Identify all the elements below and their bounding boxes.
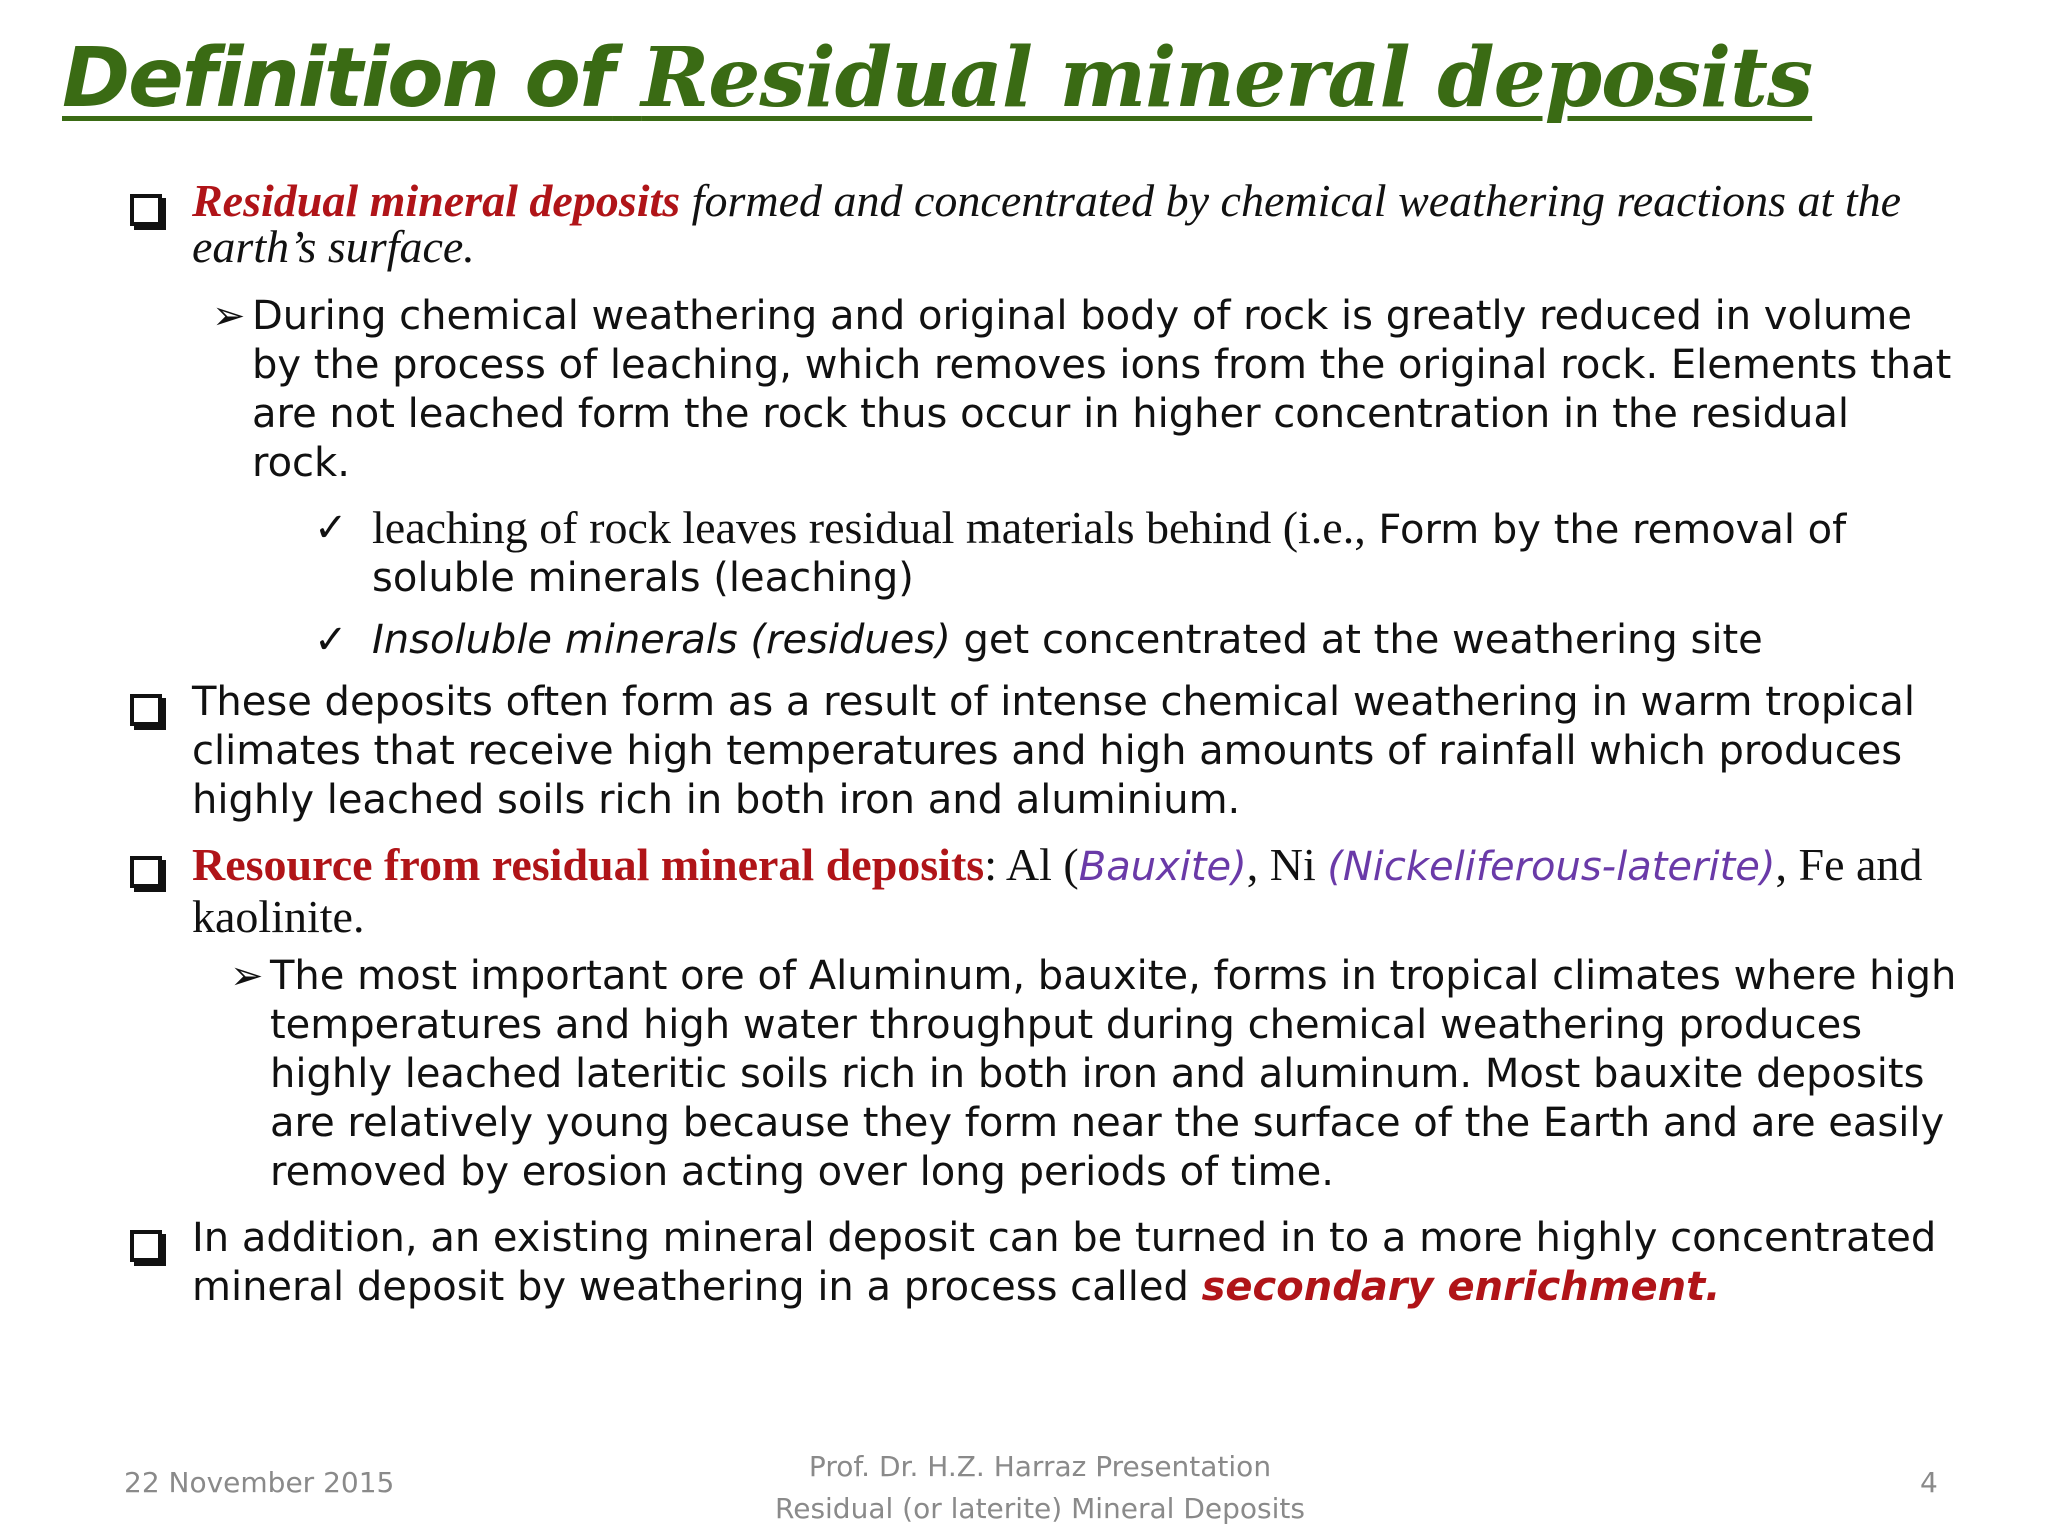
sub-bullet-2-text: The most important ore of Aluminum, bauxite, forms in tropical climates where high temperatures and high water throughput during chemical weathering produces highly leached lateritic soils rich in both iron and aluminum. Most bauxite deposits are relatively young because they form near the surface of the Earth and are easily removed by erosion acting over long periods of time. xyxy=(270,953,1957,1195)
check-1-sans: Form by the removal of soluble minerals (leaching) xyxy=(372,507,1847,601)
title-part-1: Definition of xyxy=(62,31,613,126)
footer-line-2: Residual (or laterite) Mineral Deposits xyxy=(775,1492,1305,1525)
page-number: 4 xyxy=(1920,1466,1938,1499)
checkbox-bullet-icon xyxy=(130,1214,162,1274)
sub-bullet-bauxite xyxy=(230,952,1960,1197)
bullet-3-tail: , Fe and kaolinite. xyxy=(192,839,1923,942)
footer-date: 22 November 2015 xyxy=(124,1466,395,1499)
checkbox-bullet-icon xyxy=(130,178,162,234)
secondary-enrichment-term: secondary enrichment. xyxy=(1201,1264,1721,1310)
checkmark-icon: ✓ xyxy=(314,505,348,551)
bullet-residual-definition xyxy=(192,175,1952,272)
bullet-3-ni: , Ni xyxy=(1246,839,1328,890)
check-item-leaching xyxy=(314,502,1972,602)
arrow-bullet-icon: ➢ xyxy=(212,293,246,339)
footer-center xyxy=(700,1446,1380,1530)
sub-bullet-1-text: During chemical weathering and original body of rock is greatly reduced in volume by the process of leaching, which removes ions from the original rock. Elements that are not leached form the rock thus occur in higher concentration in the residual rock. xyxy=(252,293,1952,486)
check-1-serif: leaching of rock leaves residual materials behind (i.e., xyxy=(372,502,1366,553)
checkmark-icon: ✓ xyxy=(314,617,348,663)
bullet-2-text: These deposits often form as a result of intense chemical weathering in warm tropical climates that receive high temperatures and high amounts of rainfall which produces highly leached soils rich in both iron and aluminium. xyxy=(192,679,1916,823)
bauxite-label: Bauxite) xyxy=(1078,844,1247,890)
bullet-secondary-enrichment xyxy=(192,1214,1952,1312)
nickel-laterite-label: (Nickeliferous-laterite) xyxy=(1327,844,1776,890)
bullet-1-bold: Residual mineral deposits xyxy=(192,175,681,226)
check-2-italic: Insoluble minerals (residues) xyxy=(372,617,951,663)
checkbox-bullet-icon xyxy=(130,678,162,738)
bullet-1-text: formed and concentrated by chemical weathering reactions at the earth’s surface. xyxy=(192,175,1902,272)
arrow-bullet-icon: ➢ xyxy=(230,953,264,999)
bullet-resources xyxy=(192,840,1952,942)
footer-line-1: Prof. Dr. H.Z. Harraz Presentation xyxy=(808,1450,1272,1483)
sub-bullet-chemical-weathering xyxy=(212,292,1952,488)
check-item-insoluble xyxy=(314,616,1972,664)
bullet-tropical-climates xyxy=(192,678,1952,825)
checkbox-bullet-icon xyxy=(130,840,162,898)
title-part-2: Residual mineral deposits xyxy=(641,30,1813,126)
bullet-4-text: In addition, an existing mineral deposit can be turned in to a more highly concentrated mineral deposit by weathering in a process called xyxy=(192,1215,1937,1310)
slide-title xyxy=(62,28,1812,129)
bullet-3-bold: Resource from residual mineral deposits xyxy=(192,839,985,890)
check-2-text: get concentrated at the weathering site xyxy=(950,617,1763,663)
bullet-3-al: : Al ( xyxy=(984,839,1079,890)
